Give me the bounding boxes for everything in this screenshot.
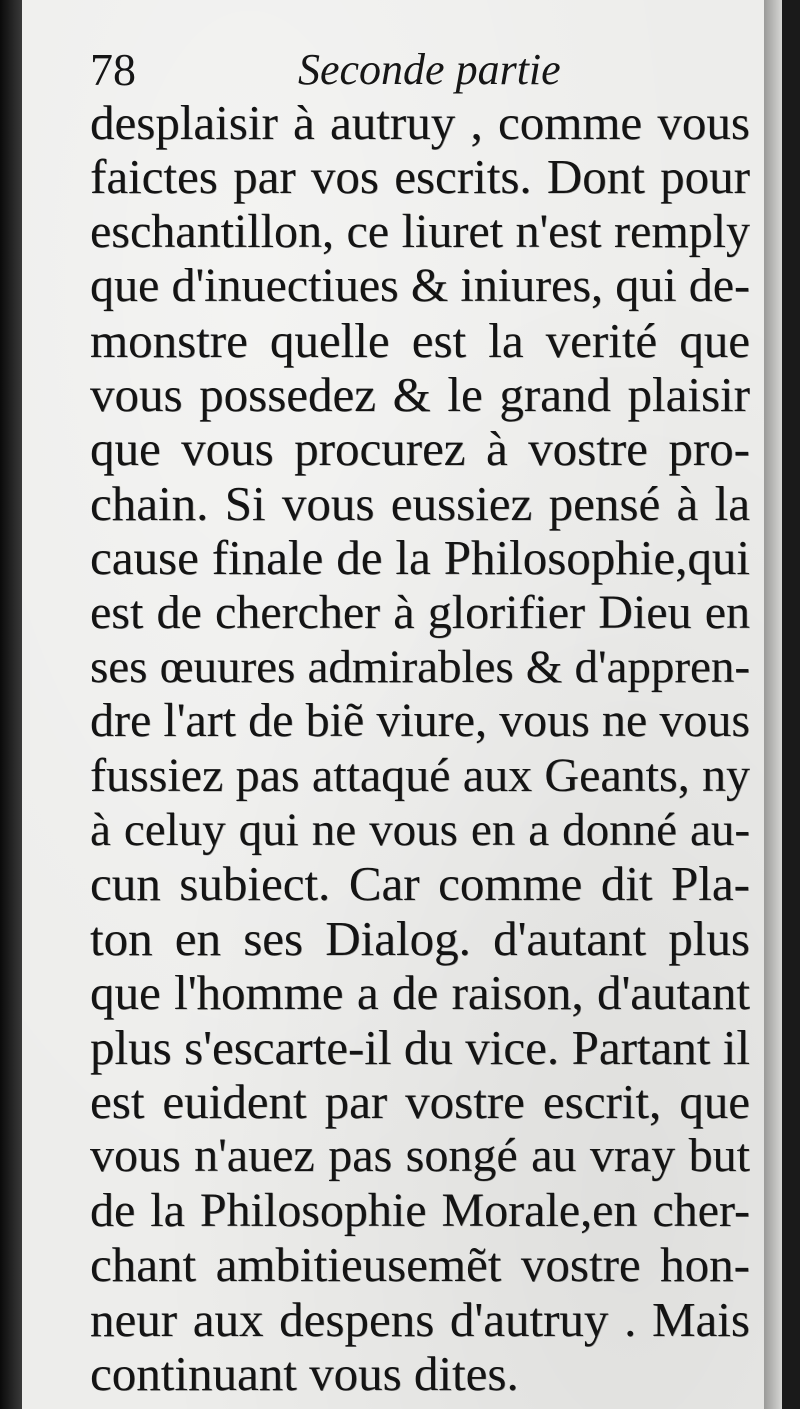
text-line: cun subiect. Car comme dit Pla-: [90, 857, 750, 912]
text-line: vous n'auez pas songé au vray but: [90, 1129, 750, 1183]
text-line: est euident par vostre escrit, que: [90, 1075, 750, 1130]
text-line: que vous procurez à vostre pro-: [90, 422, 750, 477]
body-text: [90, 96, 750, 1401]
text-line: plus s'escarte-il du vice. Partant il: [90, 1020, 750, 1075]
text-line: ton en ses Dialog. d'autant plus: [90, 911, 750, 966]
running-title: Seconde partie: [298, 45, 561, 94]
text-line: eschantillon, ce liuret n'est remply: [90, 204, 750, 258]
text-line: chain. Si vous eussiez pensé à la: [90, 476, 750, 531]
text-line: fussiez pas attaqué aux Geants, ny: [90, 748, 750, 802]
page-gutter-shadow: [0, 0, 22, 1409]
text-line: que d'inuectiues & iniures, qui de-: [90, 259, 750, 313]
text-line: est de chercher à glorifier Dieu en: [90, 585, 750, 639]
text-line: monstre quelle est la verité que: [90, 313, 750, 368]
text-line: continuant vous dites.: [90, 1346, 519, 1401]
text-line: chant ambitieusemẽt vostre hon-: [90, 1238, 750, 1293]
page-edge: [764, 0, 782, 1409]
text-line: ses œuures admirables & d'appren-: [90, 640, 750, 693]
text-line: vous possedez & le grand plaisir: [90, 367, 750, 422]
text-line: faictes par vos escrits. Dont pour: [90, 150, 750, 205]
page-number: 78: [90, 44, 136, 95]
text-line: neur aux despens d'autruy . Mais: [90, 1292, 750, 1347]
text-line: desplaisir à autruy , comme vous: [90, 96, 750, 150]
text-line: cause finale de la Philosophie,qui: [90, 531, 750, 586]
text-line: à celuy qui ne vous en a donné au-: [90, 804, 750, 857]
text-line: de la Philosophie Morale,en cher-: [90, 1183, 750, 1237]
text-line: que l'homme a de raison, d'autant: [90, 966, 750, 1021]
text-line: dre l'art de biẽ viure, vous ne vous: [90, 694, 750, 748]
page-header: [70, 40, 750, 100]
